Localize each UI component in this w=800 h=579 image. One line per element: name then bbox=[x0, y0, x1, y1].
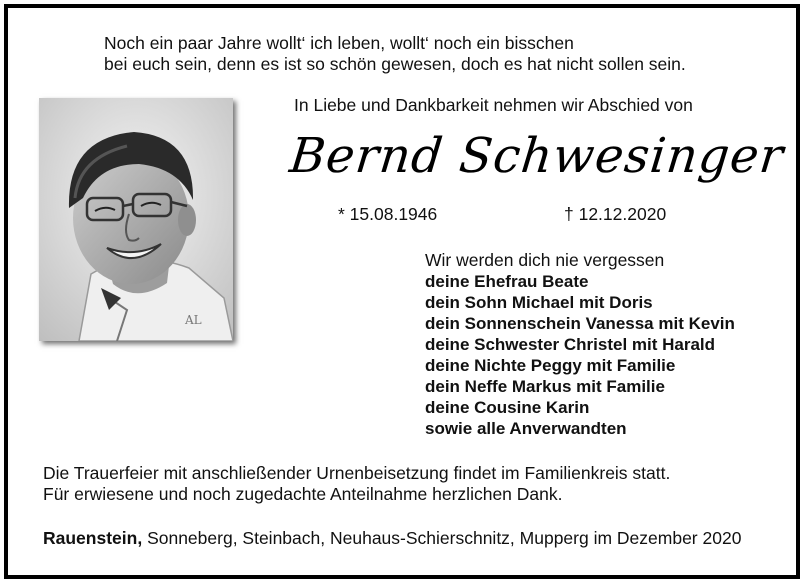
place-and-date bbox=[43, 528, 741, 549]
funeral-info-line-1: Die Trauerfeier mit anschließender Urnenbeisetzung findet im Familienkreis statt. bbox=[43, 463, 671, 483]
mourner-line: deine Schwester Christel mit Harald bbox=[425, 335, 716, 354]
svg-text:AL: AL bbox=[185, 313, 202, 327]
birth-date: * 15.08.1946 bbox=[338, 204, 438, 224]
portrait-photo bbox=[39, 98, 233, 341]
mourner-line: deine Nichte Peggy mit Familie bbox=[425, 356, 676, 375]
mourner-line: deine Cousine Karin bbox=[425, 398, 590, 417]
place-rest: Sonneberg, Steinbach, Neuhaus-Schierschnitz, Mupperg im Dezember 2020 bbox=[142, 528, 742, 548]
mourner-line: deine Ehefrau Beate bbox=[425, 272, 589, 291]
farewell-intro: In Liebe und Dankbarkeit nehmen wir Abschied von bbox=[294, 95, 693, 115]
mourner-line: dein Sonnenschein Vanessa mit Kevin bbox=[425, 314, 735, 333]
mourner-line: dein Neffe Markus mit Familie bbox=[425, 377, 665, 396]
deceased-name: Bernd Schwesinger bbox=[287, 128, 787, 184]
mourner-line: sowie alle Anverwandten bbox=[425, 419, 627, 438]
poem-line-2: bei euch sein, denn es ist so schön gewesen, doch es hat nicht sollen sein. bbox=[104, 54, 686, 74]
poem-line-1: Noch ein paar Jahre wollt‘ ich leben, wollt‘ noch ein bisschen bbox=[104, 33, 574, 53]
funeral-info-line-2: Für erwiesene und noch zugedachte Anteilnahme herzlichen Dank. bbox=[43, 484, 563, 504]
place-main: Rauenstein, bbox=[43, 528, 143, 548]
mourners-lead: Wir werden dich nie vergessen bbox=[425, 250, 665, 270]
death-date: † 12.12.2020 bbox=[564, 204, 667, 224]
mourner-line: dein Sohn Michael mit Doris bbox=[425, 293, 653, 312]
